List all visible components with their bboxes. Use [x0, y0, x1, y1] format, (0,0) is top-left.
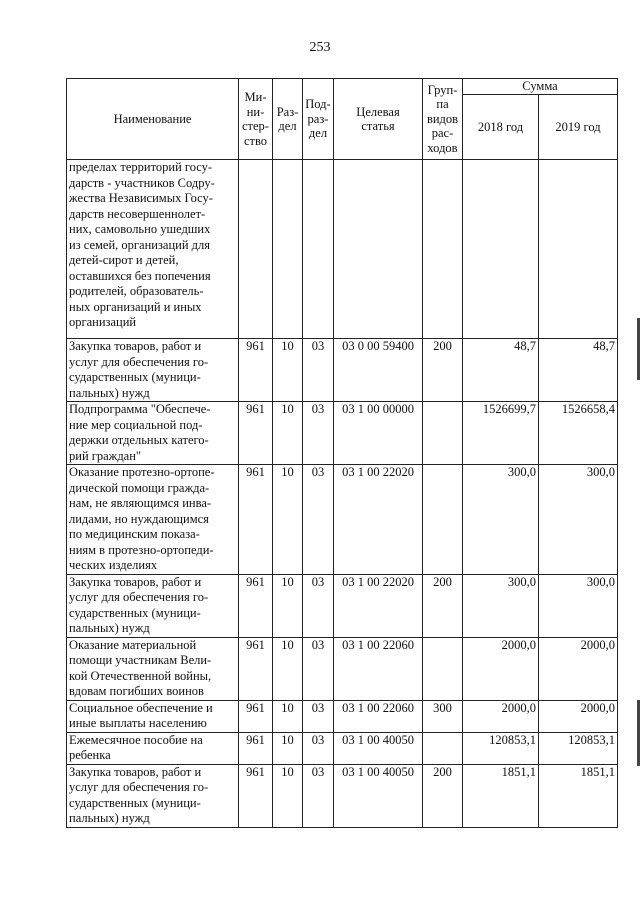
row-section: 10 — [273, 764, 303, 827]
row-section: 10 — [273, 402, 303, 465]
row-subsection: 03 — [303, 402, 334, 465]
row-subsection: 03 — [303, 339, 334, 402]
header-ministry: Ми- ни- стер- ство — [239, 79, 273, 160]
header-group: Груп- па видов рас- ходов — [423, 79, 463, 160]
row-ministry: 961 — [239, 764, 273, 827]
row-target — [334, 160, 423, 339]
row-target: 03 1 00 22060 — [334, 700, 423, 732]
row-name: Ежемесячное пособие на ребенка — [67, 732, 239, 764]
row-group: 200 — [423, 764, 463, 827]
row-sum-2019: 2000,0 — [539, 637, 618, 700]
header-year-2019: 2019 год — [539, 95, 618, 160]
row-subsection: 03 — [303, 465, 334, 575]
row-name: Закупка товаров, работ и услуг для обеспечения го- сударственных (муници- пальных) нужд — [67, 764, 239, 827]
row-ministry — [239, 160, 273, 339]
row-subsection: 03 — [303, 732, 334, 764]
row-section: 10 — [273, 339, 303, 402]
row-ministry: 961 — [239, 700, 273, 732]
row-name: Оказание протезно-ортопе- дической помощи гражда- нам, не являющимся инва- лидами, но нуждающимся по медицинским показа- ниям в протезно-ортопеди- ческих изделиях — [67, 465, 239, 575]
row-sum-2019: 300,0 — [539, 465, 618, 575]
row-sum-2018: 120853,1 — [463, 732, 539, 764]
row-sum-2019: 2000,0 — [539, 700, 618, 732]
row-sum-2019: 1851,1 — [539, 764, 618, 827]
row-ministry: 961 — [239, 465, 273, 575]
row-sum-2019 — [539, 160, 618, 339]
row-section: 10 — [273, 574, 303, 637]
row-target: 03 1 00 22020 — [334, 465, 423, 575]
row-group — [423, 637, 463, 700]
row-target: 03 1 00 40050 — [334, 764, 423, 827]
row-section: 10 — [273, 732, 303, 764]
header-sum: Сумма — [463, 79, 618, 95]
header-year-2018: 2018 год — [463, 95, 539, 160]
row-target: 03 1 00 40050 — [334, 732, 423, 764]
row-ministry: 961 — [239, 402, 273, 465]
header-subsection: Под- раз- дел — [303, 79, 334, 160]
row-name: Социальное обеспечение и иные выплаты населению — [67, 700, 239, 732]
row-sum-2018: 2000,0 — [463, 700, 539, 732]
row-name: Закупка товаров, работ и услуг для обеспечения го- сударственных (муници- пальных) нужд — [67, 339, 239, 402]
table-row — [67, 700, 618, 732]
row-group: 200 — [423, 339, 463, 402]
row-group — [423, 402, 463, 465]
table-row — [67, 339, 618, 402]
header-section: Раз- дел — [273, 79, 303, 160]
table-row — [67, 465, 618, 575]
row-sum-2018: 300,0 — [463, 465, 539, 575]
row-ministry: 961 — [239, 339, 273, 402]
row-target: 03 1 00 00000 — [334, 402, 423, 465]
header-name: Наименование — [67, 79, 239, 160]
row-group: 300 — [423, 700, 463, 732]
row-sum-2018: 1526699,7 — [463, 402, 539, 465]
row-ministry: 961 — [239, 732, 273, 764]
row-ministry: 961 — [239, 574, 273, 637]
row-subsection — [303, 160, 334, 339]
row-target: 03 1 00 22020 — [334, 574, 423, 637]
row-subsection: 03 — [303, 700, 334, 732]
table-row — [67, 637, 618, 700]
row-name: Подпрограмма "Обеспече- ние мер социальной под- держки отдельных катего- рий граждан" — [67, 402, 239, 465]
row-subsection: 03 — [303, 637, 334, 700]
row-name: Закупка товаров, работ и услуг для обеспечения го- сударственных (муници- пальных) нужд — [67, 574, 239, 637]
row-sum-2019: 48,7 — [539, 339, 618, 402]
row-target: 03 0 00 59400 — [334, 339, 423, 402]
row-section: 10 — [273, 700, 303, 732]
row-sum-2018 — [463, 160, 539, 339]
row-name: пределах территорий госу- дарств - участников Содру- жества Независимых Госу- дарств несовершеннолет- них, самовольно ушедших из семей, организаций для детей-сирот и детей, оставшихся без попечения родителей, образователь- ных организаций и иных организаций — [67, 160, 239, 339]
row-subsection: 03 — [303, 574, 334, 637]
table-row — [67, 732, 618, 764]
row-section: 10 — [273, 465, 303, 575]
row-group — [423, 465, 463, 575]
row-sum-2019: 120853,1 — [539, 732, 618, 764]
row-sum-2018: 2000,0 — [463, 637, 539, 700]
row-sum-2018: 1851,1 — [463, 764, 539, 827]
table-row — [67, 402, 618, 465]
row-group — [423, 732, 463, 764]
row-sum-2018: 300,0 — [463, 574, 539, 637]
row-sum-2018: 48,7 — [463, 339, 539, 402]
row-ministry: 961 — [239, 637, 273, 700]
row-target: 03 1 00 22060 — [334, 637, 423, 700]
row-section — [273, 160, 303, 339]
table-body — [67, 160, 618, 828]
table-row — [67, 160, 618, 339]
row-group — [423, 160, 463, 339]
row-sum-2019: 300,0 — [539, 574, 618, 637]
page-number: 253 — [309, 40, 331, 55]
budget-table — [66, 78, 618, 828]
table-header — [67, 79, 618, 160]
row-name: Оказание материальной помощи участникам Вели- кой Отечественной войны, вдовам погибших воинов — [67, 637, 239, 700]
row-subsection: 03 — [303, 764, 334, 827]
row-group: 200 — [423, 574, 463, 637]
row-section: 10 — [273, 637, 303, 700]
row-sum-2019: 1526658,4 — [539, 402, 618, 465]
table-row — [67, 574, 618, 637]
header-target: Целевая статья — [334, 79, 423, 160]
table-row — [67, 764, 618, 827]
